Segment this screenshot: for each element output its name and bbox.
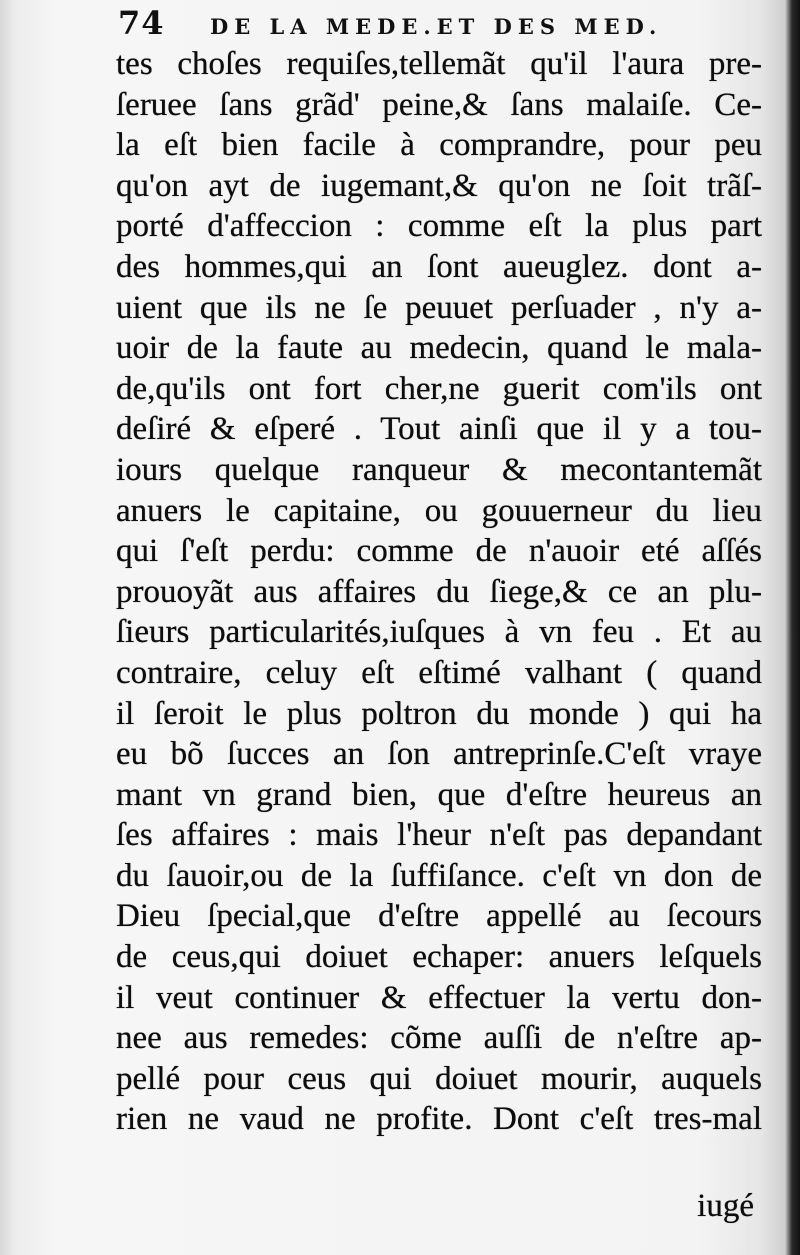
text-line: Dieu ſpecial,que d'eſtre appellé au ſecours xyxy=(116,898,762,935)
text-line: de ceus,qui doiuet echaper: anuers leſquels xyxy=(116,939,762,976)
text-line: iours quelque ranqueur & mecontantemãt xyxy=(116,451,762,488)
body-text xyxy=(116,44,762,1140)
text-line: la eſt bien facile à comprandre, pour peu xyxy=(116,127,762,164)
text-line: ſieurs particularités,iuſques à vn feu . Et au xyxy=(116,614,762,651)
text-line: des hommes,qui an ſont aueuglez. dont a- xyxy=(116,248,762,285)
text-line: prouoyãt aus affaires du ſiege,& ce an plu- xyxy=(116,573,762,610)
text-line: il veut continuer & effectuer la vertu don- xyxy=(116,979,762,1016)
running-head: DE LA MEDE.ET DES MED. xyxy=(210,14,663,39)
text-line: uoir de la faute au medecin, quand le mala- xyxy=(116,330,762,367)
text-line: contraire, celuy eſt eſtimé valhant ( quand xyxy=(116,654,762,691)
text-line: ſes affaires : mais l'heur n'eſt pas depandant xyxy=(116,817,762,854)
text-line: deſiré & eſperé . Tout ainſi que il y a tou- xyxy=(116,411,762,448)
text-line: qui ſ'eſt perdu: comme de n'auoir eté aſſés xyxy=(116,533,762,570)
text-line: mant vn grand bien, que d'eſtre heureus an xyxy=(116,776,762,813)
text-line: uient que ils ne ſe peuuet perſuader , n'y a- xyxy=(116,289,762,326)
page-gutter-shadow xyxy=(0,0,14,1255)
text-line: tes choſes requiſes,tellemãt qu'il l'aura pre- xyxy=(116,46,762,82)
text-line: il ſeroit le plus poltron du monde ) qui ha xyxy=(116,695,762,732)
text-line: eu bõ ſucces an ſon antreprinſe.C'eſt vraye xyxy=(116,736,762,773)
text-line: pellé pour ceus qui doiuet mourir, auquels xyxy=(116,1060,762,1097)
text-line: rien ne vaud ne profite. Dont c'eſt tres-mal xyxy=(116,1101,762,1138)
catchword: iugé xyxy=(697,1188,754,1224)
text-line: ſeruee ſans grãd' peine,& ſans malaiſe. Ce- xyxy=(116,86,762,123)
text-line: porté d'affeccion : comme eſt la plus part xyxy=(116,208,762,245)
text-line: nee aus remedes: cõme auſſi de n'eſtre ap- xyxy=(116,1020,762,1057)
text-line: du ſauoir,ou de la ſuffiſance. c'eſt vn don de xyxy=(116,857,762,894)
text-line: anuers le capitaine, ou gouuerneur du lieu xyxy=(116,492,762,529)
page-number: 74 xyxy=(118,4,165,42)
page-header xyxy=(118,4,758,48)
text-line: de,qu'ils ont fort cher,ne guerit com'ils ont xyxy=(116,370,762,407)
text-line: qu'on ayt de iugemant,& qu'on ne ſoit trãſ- xyxy=(116,167,762,204)
